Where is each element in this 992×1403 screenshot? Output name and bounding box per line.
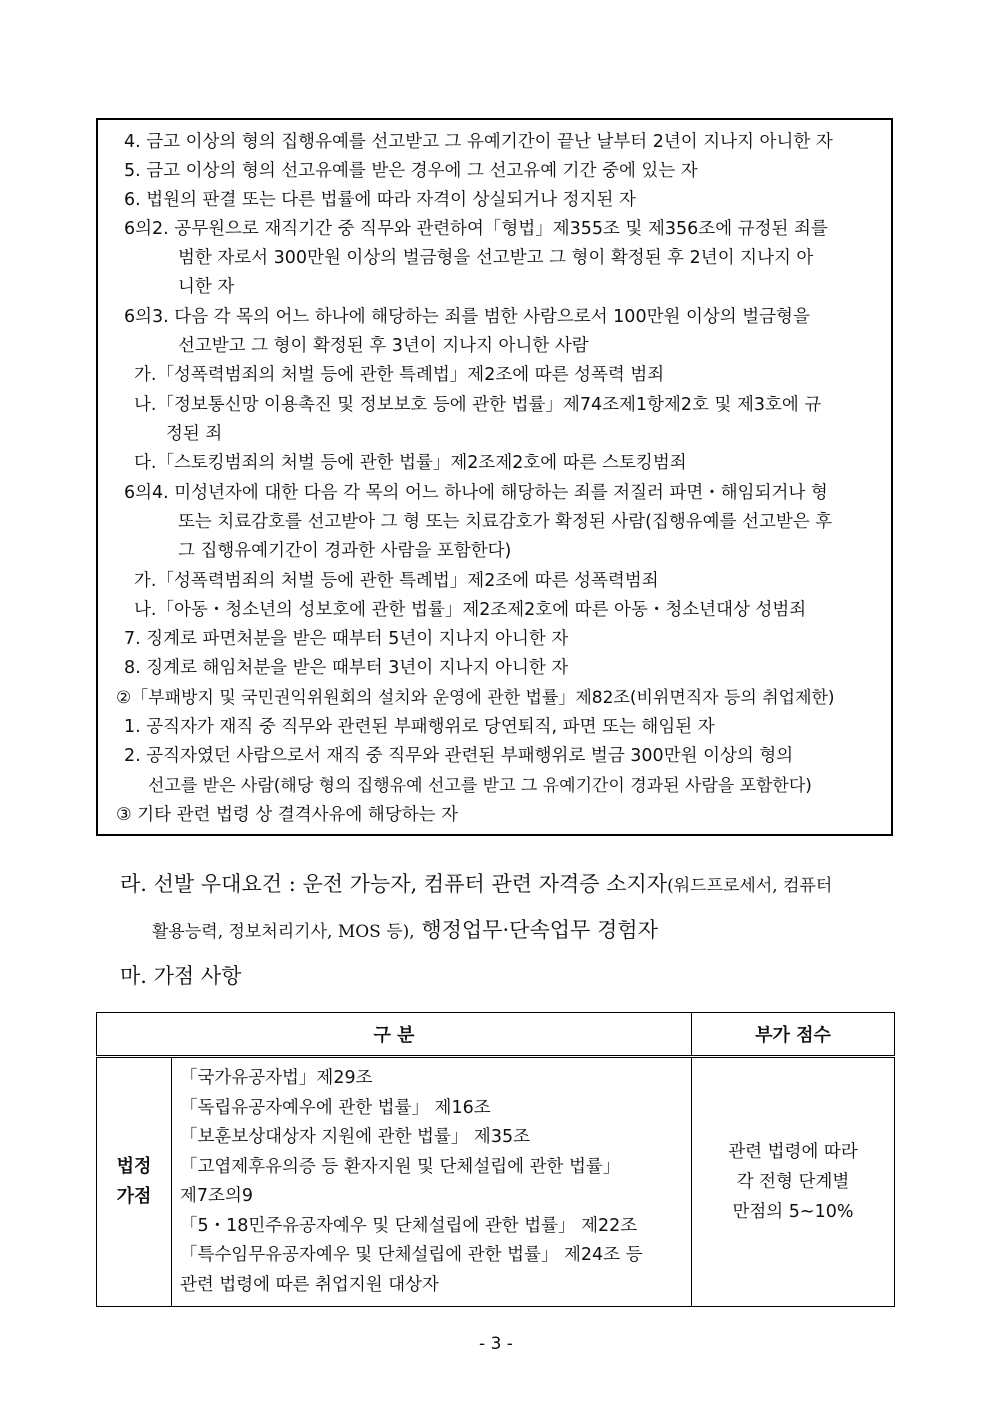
law-item: 「독립유공자예우에 관한 법률」 제16조 [180, 1097, 491, 1118]
box-line: 7. 징계로 파면처분을 받은 때부터 5년이 지나지 아니한 자 [124, 629, 569, 649]
box-line: 나.「아동・청소년의 성보호에 관한 법률」제2조제2호에 따른 아동・청소년대상 성범죄 [134, 600, 807, 620]
box-line: 정된 죄 [166, 424, 223, 444]
law-item: 「고엽제후유의증 등 환자지원 및 단체설립에 관한 법률」 [180, 1156, 621, 1177]
box-line: 그 집행유예기간이 경과한 사람을 포함한다) [178, 541, 512, 561]
law-list [172, 1057, 692, 1307]
box-line: 선고를 받은 사람(해당 형의 집행유예 선고를 받고 그 유예기간이 경과된 사람을 포함한다) [148, 776, 812, 796]
preference-heading: 라. 선발 우대요건 : 운전 가능자, 컴퓨터 관련 자격증 소지자(워드프로세서, 컴퓨터 [120, 872, 833, 896]
header-category: 구 분 [97, 1013, 692, 1057]
preference-heading-cont: 활용능력, 정보처리기사, MOS 등), 행정업무·단속업무 경험자 [152, 918, 658, 942]
law-item: 「특수임무유공자예우 및 단체설립에 관한 법률」 제24조 등 [180, 1245, 643, 1265]
box-line: ②「부패방지 및 국민권익위원회의 설치와 운영에 관한 법률」제82조(비위면직자 등의 취업제한) [116, 688, 835, 708]
category-cell: 법정 가점 [97, 1057, 172, 1307]
law-item: 관련 법령에 따른 취업지원 대상자 [180, 1274, 439, 1295]
box-line: 1. 공직자가 재직 중 직무와 관련된 부패행위로 당연퇴직, 파면 또는 해임된 자 [124, 717, 715, 737]
law-item: 제7조의9 [180, 1186, 253, 1206]
page-number: - 3 - [479, 1334, 513, 1354]
box-line: 니한 자 [178, 277, 235, 297]
box-line: 가.「성폭력범죄의 처벌 등에 관한 특례법」제2조에 따른 성폭력범죄 [134, 571, 659, 591]
law-item: 「보훈보상대상자 지원에 관한 법률」 제35조 [180, 1127, 530, 1147]
law-item: 「5・18민주유공자예우 및 단체설립에 관한 법률」 제22조 [180, 1215, 638, 1236]
box-line: 선고받고 그 형이 확정된 후 3년이 지나지 아니한 사람 [178, 336, 589, 356]
box-line: 범한 자로서 300만원 이상의 벌금형을 선고받고 그 형이 확정된 후 2년이 지나지 아 [178, 248, 814, 268]
box-line: 6의3. 다음 각 목의 어느 하나에 해당하는 죄를 범한 사람으로서 100만원 이상의 벌금형을 [124, 307, 810, 327]
box-line: 또는 치료감호를 선고받아 그 형 또는 치료감호가 확정된 사람(집행유예를 선고받은 후 [178, 512, 833, 532]
box-line: 4. 금고 이상의 형의 집행유예를 선고받고 그 유예기간이 끝난 날부터 2년이 지나지 아니한 자 [124, 132, 833, 152]
box-line: 6의4. 미성년자에 대한 다음 각 목의 어느 하나에 해당하는 죄를 저질러 파면・해임되거나 형 [124, 483, 828, 503]
bonus-table [96, 1012, 895, 1307]
box-line: 5. 금고 이상의 형의 선고유예를 받은 경우에 그 선고유예 기간 중에 있는 자 [124, 161, 698, 181]
law-item: 「국가유공자법」제29조 [180, 1068, 373, 1088]
box-line: ③ 기타 관련 법령 상 결격사유에 해당하는 자 [116, 805, 459, 825]
box-line: 2. 공직자였던 사람으로서 재직 중 직무와 관련된 부패행위로 벌금 300만원 이상의 형의 [124, 746, 794, 766]
box-line: 8. 징계로 해임처분을 받은 때부터 3년이 지나지 아니한 자 [124, 658, 569, 678]
box-line: 6의2. 공무원으로 재직기간 중 직무와 관련하여「형법」제355조 및 제356조에 규정된 죄를 [124, 219, 828, 239]
box-line: 다.「스토킹범죄의 처벌 등에 관한 법률」제2조제2호에 따른 스토킹범죄 [134, 453, 687, 473]
score-cell: 관련 법령에 따라 각 전형 단계별 만점의 5~10% [692, 1057, 895, 1307]
bonus-heading: 마. 가점 사항 [120, 964, 242, 988]
box-line: 6. 법원의 판결 또는 다른 법률에 따라 자격이 상실되거나 정지된 자 [124, 190, 636, 210]
box-line: 가.「성폭력범죄의 처벌 등에 관한 특례법」제2조에 따른 성폭력 범죄 [134, 365, 665, 385]
header-score: 부가 점수 [692, 1013, 895, 1057]
box-line: 나.「정보통신망 이용촉진 및 정보보호 등에 관한 법률」제74조제1항제2호 및 제3호에 규 [134, 395, 822, 415]
